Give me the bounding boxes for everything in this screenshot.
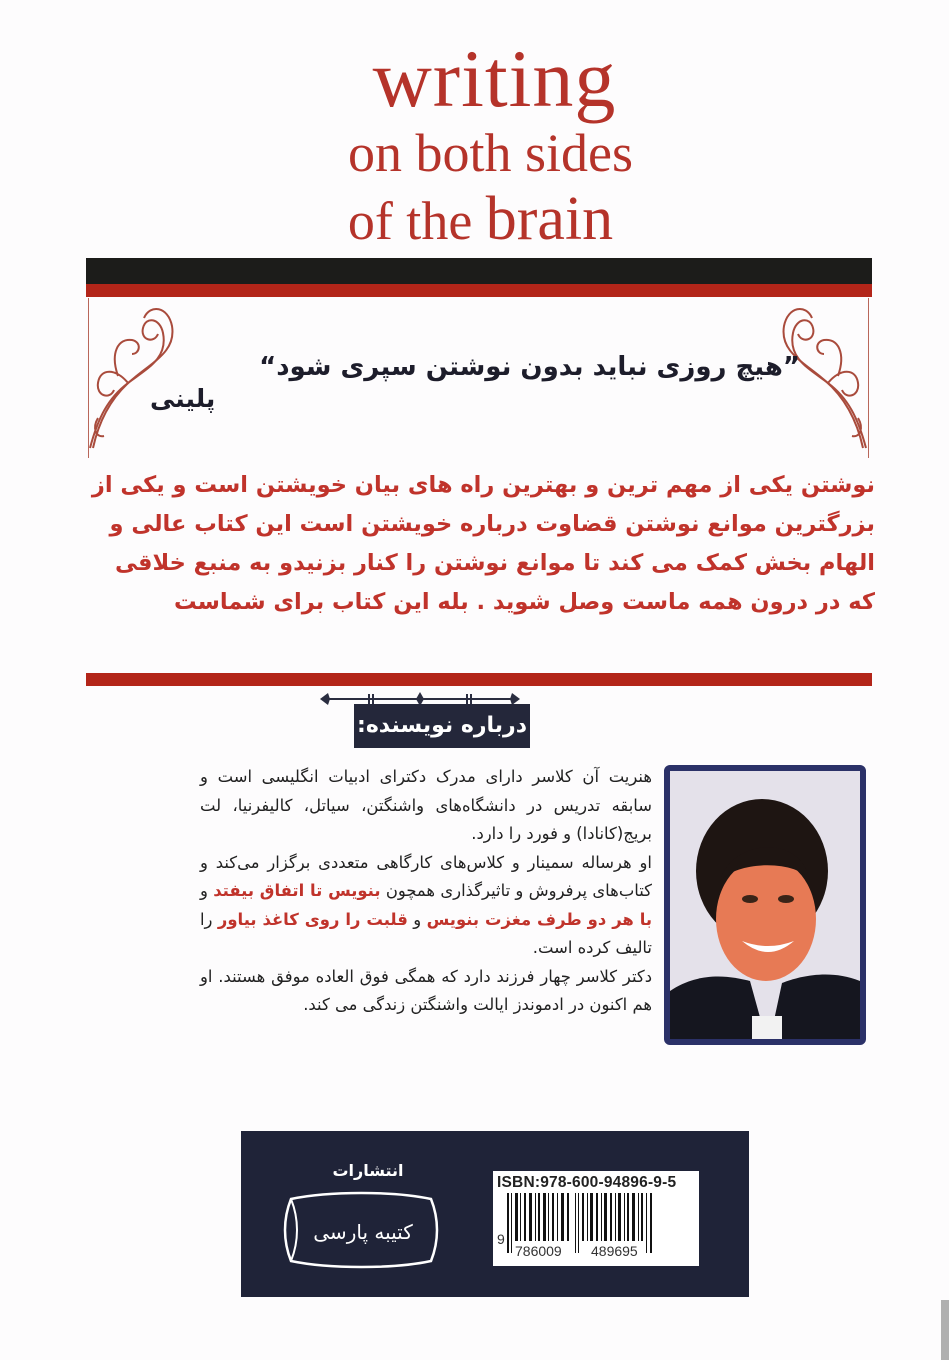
intro-line: الهام بخش کمک می کند تا موانع نوشتن را کنار بزنیدو به منبع خلاقی (115, 550, 875, 576)
bio-paragraph-2 (200, 849, 652, 963)
book-title-line3 (0, 185, 949, 253)
intro-line: بزرگترین موانع نوشتن قضاوت درباره خویشتن است این کتاب عالی و (109, 511, 875, 537)
book-title-highlight: بنویس تا اتفاق بیفتد (213, 881, 381, 900)
ornament-left-icon (88, 298, 188, 458)
page-edge (941, 1300, 949, 1360)
book-title-line1: writing (372, 33, 617, 124)
publisher-logo-icon (279, 1189, 444, 1271)
bio-text: را تالیف کرده است. (200, 909, 652, 957)
bio-paragraph-3: دکتر کلاسر چهار فرزند دارد که همگی فوق العاده موفق هستند. او هم اکنون در ادموندز ایالت واشنگتن زندگی می کند. (200, 966, 652, 1014)
intro-line: که در درون همه ماست وصل شوید . بله این کتاب برای شماست (173, 589, 875, 615)
title-of-the: of the (347, 191, 486, 251)
quote-author: پلینی (150, 384, 216, 413)
frame-line-right (868, 298, 869, 458)
barcode-digits-group2: 489695 (591, 1243, 638, 1259)
barcode-lead-digit: 9 (497, 1231, 505, 1247)
author-portrait-icon (670, 771, 860, 1039)
bio-text: و (200, 881, 214, 900)
about-author-heading: درباره نویسنده: (354, 704, 530, 748)
intro-line: نوشتن یکی از مهم ترین و بهترین راه های بیان خویشتن است و یکی از (91, 472, 875, 498)
svg-text:کتیبه پارسی: کتیبه پارسی (313, 1220, 413, 1244)
intro-paragraph (80, 466, 875, 622)
isbn-barcode (493, 1171, 699, 1266)
publisher-panel (241, 1131, 749, 1297)
red-band-divider (86, 673, 872, 686)
bio-text: و (407, 909, 427, 929)
bio-text: او هرساله سمینار و کلاس‌های کارگاهی متعددی برگزار می‌کند و کتاب‌های پرفروش و تاثیرگذاری همچون (200, 852, 652, 900)
black-band (86, 258, 872, 284)
isbn-number: ISBN:978-600-94896-9-5 (497, 1174, 677, 1191)
book-title-highlight: با هر دو طرف مغزت بنویس (426, 909, 652, 929)
quote-text: ”هیچ روزی نباید بدون نوشتن سپری شود“ (259, 352, 800, 382)
book-title-line2: on both sides (347, 123, 633, 183)
red-band (86, 284, 872, 297)
book-title-highlight: قلبت را روی کاغذ بیاور (217, 909, 408, 929)
author-bio (200, 763, 652, 1020)
publisher-label: انتشارات (332, 1161, 404, 1180)
title-brain: brain (485, 185, 614, 253)
bio-paragraph-1: هنریت آن کلاسر دارای مدرک دکترای ادبیات انگلیسی است و سابقه تدریس در دانشگاه‌های واشنگتن، سیاتل، کالیفرنیا، لت بریج(کانادا) و فورد را دارد. (200, 767, 652, 843)
barcode-digits-group1: 786009 (515, 1243, 562, 1259)
author-photo (664, 765, 866, 1045)
